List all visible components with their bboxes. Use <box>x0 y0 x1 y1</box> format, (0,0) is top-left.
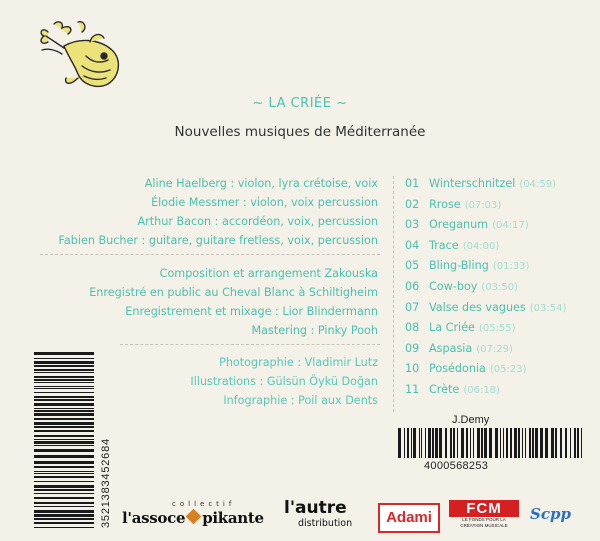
track-number: 06 <box>405 279 420 293</box>
credit-line: Illustrations : Gülsün Öykü Doğan <box>190 375 378 388</box>
track-duration: (01:33) <box>492 261 530 273</box>
tracklist <box>405 174 566 401</box>
barcode-bar <box>34 489 94 491</box>
barcode-bar <box>34 502 94 504</box>
track-duration: (05:23) <box>489 364 527 376</box>
barcode-bar <box>34 408 94 409</box>
barcode-bar <box>34 358 94 359</box>
barcode-bar <box>466 428 468 458</box>
barcode-bar <box>432 428 434 458</box>
fish-illustration <box>34 18 134 94</box>
track-duration: (03:50) <box>481 281 519 293</box>
track-title: Oreganum <box>429 218 489 232</box>
barcode-bar <box>34 369 94 371</box>
track-title: Bling-Bling <box>429 259 489 273</box>
barcode-bar <box>34 522 94 524</box>
barcode-bar <box>435 428 438 458</box>
barcode-bar <box>34 466 94 468</box>
fcm-subtitle-1: LE FONDS POUR LA <box>462 517 506 522</box>
credit-line: Fabien Bucher : guitare, guitare fretless, voix, percussion <box>58 234 378 247</box>
fcm-logo-text: FCM <box>449 500 519 517</box>
barcode-bar <box>481 428 483 458</box>
track-duration: (07:29) <box>476 343 513 355</box>
barcode-bar <box>535 428 538 458</box>
barcode-bar <box>518 428 520 458</box>
track-title: Cow-boy <box>429 279 478 293</box>
track-duration: (06:18) <box>463 384 500 396</box>
barcode-bar <box>439 428 442 458</box>
barcode-bar <box>34 399 94 401</box>
barcode-bar <box>34 493 94 494</box>
barcode-bar <box>404 428 405 458</box>
track-item <box>405 174 566 195</box>
track-duration: (04:59) <box>519 179 557 190</box>
barcode-bar <box>34 388 94 389</box>
barcode-bar <box>525 428 526 458</box>
barcode-bar <box>34 379 94 381</box>
track-title: Valse des vagues <box>429 300 526 314</box>
barcode-bar <box>529 428 531 458</box>
barcode-bar <box>34 426 94 428</box>
barcode-bar <box>506 428 508 458</box>
barcode-bar <box>473 428 474 458</box>
barcode-bar <box>574 428 576 458</box>
credit-line: Infographie : Poil aux Dents <box>223 394 378 407</box>
track-item <box>405 359 566 380</box>
barcode-bar <box>503 428 504 458</box>
barcode-bar <box>570 428 571 458</box>
track-item <box>405 195 566 216</box>
track-item <box>405 339 566 360</box>
credit-line: Composition et arrangement Zakouska <box>159 267 378 280</box>
track-number: 08 <box>405 321 420 335</box>
barcode-bar <box>398 428 401 458</box>
barcode-bar <box>555 428 557 458</box>
credit-line: Mastering : Pinky Pooh <box>251 324 378 337</box>
collectif-label: collectif <box>172 500 236 508</box>
ean-barcode <box>34 352 94 528</box>
track-duration: (04:00) <box>462 240 500 252</box>
album-subtitle: Nouvelles musiques de Méditerranée <box>174 124 426 140</box>
track-number: 02 <box>405 197 420 211</box>
track-item <box>405 298 566 319</box>
track-number: 03 <box>405 218 420 232</box>
barcode-bar <box>419 428 420 458</box>
track-title: Posédonia <box>429 362 486 376</box>
barcode-bar <box>532 428 534 458</box>
retail-barcode <box>398 428 584 458</box>
barcode-bar <box>34 422 94 425</box>
barcode-bar <box>470 428 471 458</box>
barcode-bar <box>577 428 579 458</box>
barcode-bar <box>421 428 422 458</box>
track-item <box>405 236 566 257</box>
track-duration: (07:03) <box>464 199 502 211</box>
barcode-bar <box>34 392 94 393</box>
autre-distribution-logo <box>284 500 352 532</box>
barcode-bar <box>34 455 94 458</box>
barcode-bar <box>34 510 94 513</box>
barcode-bar <box>445 428 447 458</box>
track-duration: (05:55) <box>478 323 516 335</box>
barcode-bar <box>34 527 94 528</box>
barcode-bar <box>34 386 94 387</box>
scpp-logo: Scpp <box>530 505 571 523</box>
track-number: 07 <box>405 300 420 314</box>
distribution-logo-text: distribution <box>298 518 353 529</box>
barcode-bar <box>484 428 487 458</box>
barcode-bar <box>457 428 458 458</box>
track-duration: (04:17) <box>492 220 529 232</box>
barcode-bar <box>34 506 94 507</box>
barcode-bar <box>34 449 94 452</box>
vertical-divider <box>393 176 394 412</box>
barcode-bar <box>495 428 498 458</box>
barcode-bar <box>461 428 464 458</box>
artwork-credits <box>190 353 378 410</box>
credit-line: Enregistré en public au Cheval Blanc à Schiltigheim <box>89 286 378 299</box>
barcode-bar <box>522 428 523 458</box>
barcode-bar <box>453 428 455 458</box>
barcode-bar <box>34 461 94 464</box>
barcode-bar <box>34 376 94 378</box>
barcode-bar <box>34 430 94 432</box>
track-number: 09 <box>405 341 420 355</box>
track-title: Trace <box>429 238 459 252</box>
barcode-bar <box>551 428 554 458</box>
track-number: 11 <box>405 382 420 396</box>
credit-line: Aline Haelberg : violon, lyra crétoise, voix <box>144 177 378 190</box>
track-number: 05 <box>405 259 420 273</box>
barcode-bar <box>581 428 582 458</box>
barcode-bar <box>413 428 416 458</box>
credit-line: Élodie Messmer : violon, voix percussion <box>151 196 378 209</box>
barcode-bar <box>500 428 501 458</box>
barcode-bar <box>34 413 94 416</box>
track-item <box>405 318 566 339</box>
barcode-bar <box>545 428 548 458</box>
barcode-bar <box>34 518 94 520</box>
barcode-bar <box>450 428 452 458</box>
retailer-label: J.Demy <box>452 414 490 426</box>
retail-barcode-number: 4000568253 <box>424 460 489 472</box>
assoce-logo-text: l'assoce <box>122 509 186 527</box>
barcode-bar <box>34 485 94 488</box>
barcode-bar <box>34 372 94 373</box>
autre-logo-text: l'autre <box>284 498 347 518</box>
barcode-bar <box>540 428 543 458</box>
ean-barcode-number: 3521383452684 <box>100 438 112 528</box>
album-title: ~ LA CRIÉE ~ <box>252 96 348 111</box>
barcode-bar <box>489 428 492 458</box>
barcode-bar <box>34 481 94 482</box>
pikante-logo-text: pikante <box>202 509 264 527</box>
diamond-icon <box>186 509 202 525</box>
track-item <box>405 215 566 236</box>
fcm-subtitle-2: CRÉATION MUSICALE <box>460 523 508 528</box>
fcm-logo <box>449 500 519 529</box>
track-item <box>405 380 566 401</box>
production-credits <box>89 264 378 340</box>
barcode-bar <box>411 428 412 458</box>
divider <box>120 344 380 345</box>
barcode-bar <box>34 471 94 472</box>
track-number: 10 <box>405 362 420 376</box>
barcode-bar <box>428 428 431 458</box>
barcode-bar <box>34 445 94 446</box>
track-title: Aspasia <box>429 341 473 355</box>
barcode-bar <box>425 428 426 458</box>
track-duration: (03:54) <box>529 302 567 314</box>
divider <box>40 254 380 255</box>
barcode-bar <box>34 396 94 398</box>
barcode-bar <box>34 361 94 364</box>
barcode-bar <box>34 476 94 478</box>
barcode-bar <box>514 428 517 458</box>
barcode-bar <box>34 365 94 367</box>
barcode-bar <box>510 428 512 458</box>
track-item <box>405 256 566 277</box>
track-title: Winterschnitzel <box>429 177 516 190</box>
adami-logo: Adami <box>378 503 440 533</box>
barcode-bar <box>34 441 94 444</box>
barcode-bar <box>34 382 94 383</box>
barcode-bar <box>34 410 94 412</box>
track-title: La Criée <box>429 321 475 335</box>
track-title: Crète <box>429 382 460 396</box>
barcode-bar <box>34 473 94 474</box>
barcode-bar <box>34 352 94 355</box>
credit-line: Photographie : Vladimir Lutz <box>219 356 378 369</box>
credit-line: Arthur Bacon : accordéon, voix, percussion <box>137 215 378 228</box>
track-number: 01 <box>405 177 420 190</box>
credit-line: Enregistrement et mixage : Lior Blindermann <box>125 305 378 318</box>
barcode-bar <box>565 428 567 458</box>
barcode-bar <box>34 514 94 517</box>
barcode-bar <box>34 435 94 437</box>
track-number: 04 <box>405 238 420 252</box>
barcode-bar <box>34 497 94 499</box>
barcode-bar <box>34 403 94 406</box>
barcode-bar <box>34 439 94 440</box>
assoce-pikante-logo <box>122 509 264 527</box>
barcode-bar <box>477 428 480 458</box>
barcode-bar <box>560 428 562 458</box>
barcode-bar <box>34 418 94 420</box>
track-item <box>405 277 566 298</box>
barcode-bar <box>407 428 409 458</box>
musicians-credits <box>58 174 378 250</box>
track-title: Rrose <box>429 197 461 211</box>
